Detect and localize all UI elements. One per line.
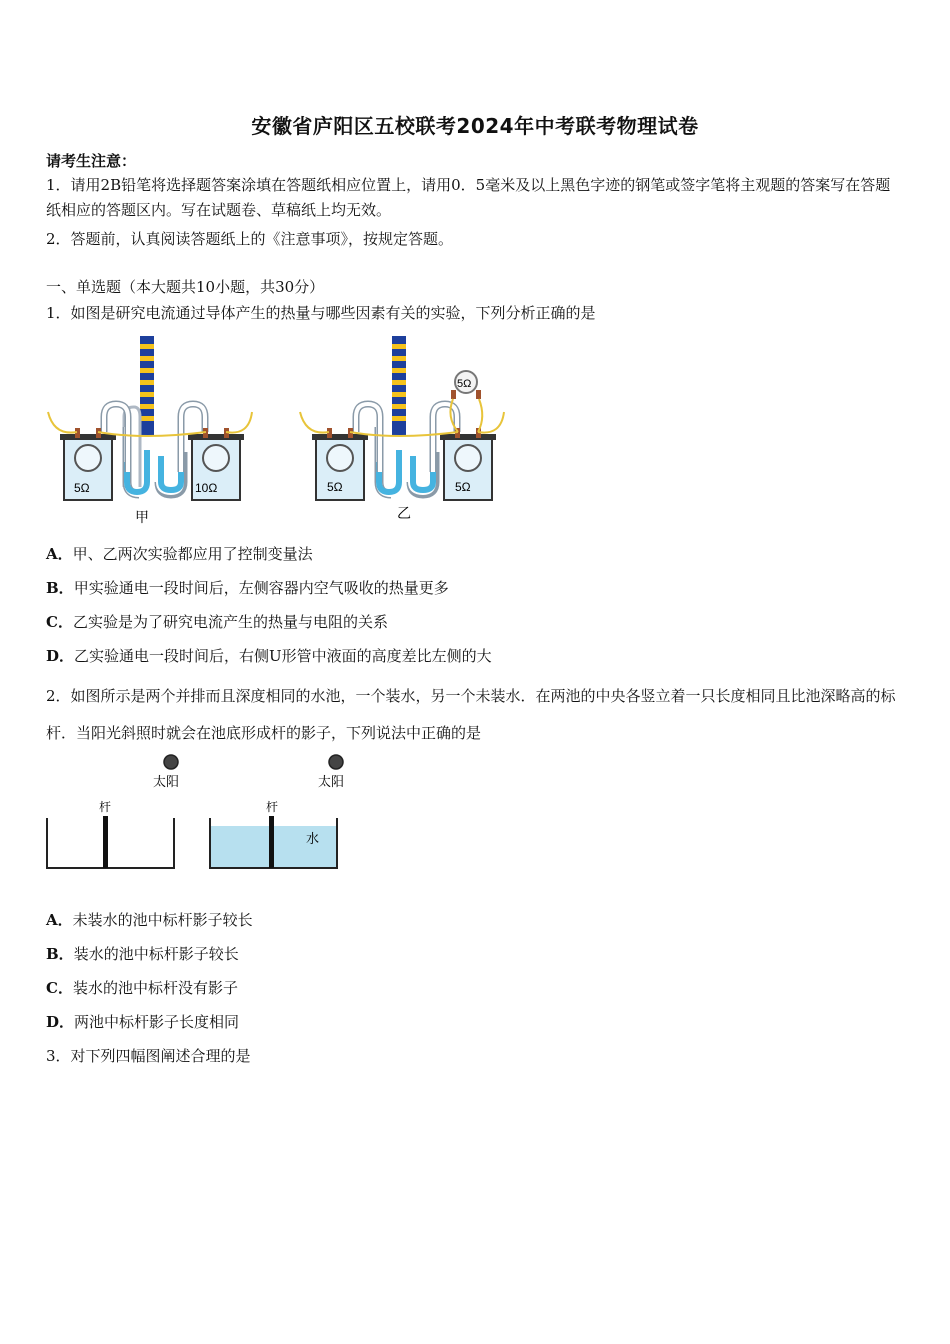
- q2-option-a: A．未装水的池中标杆影子较长: [46, 911, 253, 929]
- q1-option-d: D．乙实验通电一段时间后，右侧U形管中液面的高度差比左侧的大: [46, 647, 492, 665]
- q1-option-a: A．甲、乙两次实验都应用了控制变量法: [46, 545, 313, 563]
- sun-label-left: 太阳: [153, 774, 180, 789]
- q2-option-b: B．装水的池中标杆影子较长: [46, 945, 239, 963]
- notice-item-2: 2．答题前，认真阅读答题纸上的《注意事项》，按规定答题。: [46, 230, 454, 248]
- jia-caption: 甲: [135, 509, 149, 525]
- yi-right-resistor-label: 5Ω: [455, 480, 471, 494]
- sun-label-right: 太阳: [318, 774, 345, 789]
- yi-left-resistor-label: 5Ω: [327, 480, 343, 494]
- page-title: 安徽省庐阳区五校联考2024年中考联考物理试卷: [251, 114, 699, 138]
- pole-label-right: 杆: [266, 800, 279, 814]
- q1-option-c: C．乙实验是为了研究电流产生的热量与电阻的关系: [46, 613, 388, 631]
- water-label: 水: [306, 831, 320, 846]
- figure-jia: [44, 332, 259, 532]
- yi-outer-resistor-label: 5Ω: [457, 378, 472, 390]
- question-2-stem: 2．如图所示是两个并排而且深度相同的水池，一个装水，另一个未装水．在两池的中央各竖立着一只长度相同且比池深略高的标杆．当阳光斜照时就会在池底形成杆的影子，下列说法中正确的是: [46, 687, 896, 742]
- pole-label-left: 杆: [99, 800, 112, 814]
- jia-left-resistor-label: 5Ω: [74, 481, 90, 495]
- q2-option-d: D．两池中标杆影子长度相同: [46, 1013, 240, 1031]
- figure-yi: [296, 332, 511, 532]
- question-3-stem: 3．对下列四幅图阐述合理的是: [46, 1047, 251, 1065]
- question-1-stem: 1．如图是研究电流通过导体产生的热量与哪些因素有关的实验，下列分析正确的是: [46, 304, 596, 322]
- q2-option-c: C．装水的池中标杆没有影子: [46, 979, 238, 997]
- jia-right-resistor-label: 10Ω: [195, 481, 218, 495]
- notice-heading: 请考生注意：: [46, 152, 137, 170]
- q1-option-b: B．甲实验通电一段时间后，左侧容器内空气吸收的热量更多: [46, 579, 449, 597]
- yi-caption: 乙: [397, 505, 411, 521]
- figure-pools: [44, 748, 364, 876]
- notice-item-1: 1．请用2B铅笔将选择题答案涂填在答题纸相应位置上，请用0．5毫米及以上黑色字迹的钢笔或签字笔将主观题的答案写在答题纸相应的答题区内。写在试题卷、草稿纸上均无效。: [46, 176, 891, 219]
- section-heading: 一、单选题（本大题共10小题，共30分）: [46, 278, 325, 296]
